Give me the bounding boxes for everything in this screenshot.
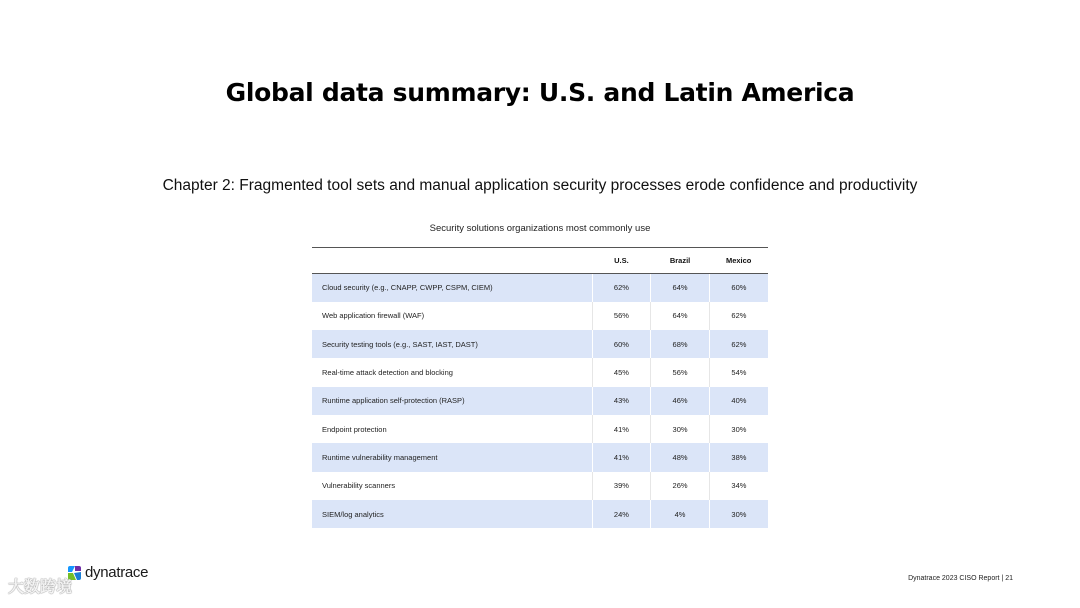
row-value-brazil: 64% [651, 302, 710, 330]
watermark: 大数跨境 [8, 577, 73, 596]
table-row [312, 387, 768, 415]
row-value-us: 45% [592, 358, 651, 386]
row-label: Web application firewall (WAF) [312, 302, 592, 330]
page-title: Global data summary: U.S. and Latin America [225, 78, 855, 107]
table-caption: Security solutions organizations most commonly use [429, 223, 651, 234]
row-label: Vulnerability scanners [312, 472, 592, 500]
row-value-mexico: 30% [709, 415, 768, 443]
table-header-blank [312, 248, 592, 274]
row-value-us: 60% [592, 330, 651, 358]
row-value-mexico: 54% [709, 358, 768, 386]
row-value-us: 41% [592, 415, 651, 443]
table-row [312, 358, 768, 386]
row-value-brazil: 56% [651, 358, 710, 386]
row-value-brazil: 30% [651, 415, 710, 443]
row-value-us: 39% [592, 472, 651, 500]
row-label: Security testing tools (e.g., SAST, IAST, DAST) [312, 330, 592, 358]
row-value-us: 56% [592, 302, 651, 330]
row-value-brazil: 48% [651, 443, 710, 471]
table-header-us: U.S. [592, 248, 651, 274]
row-value-us: 24% [592, 500, 651, 528]
row-value-us: 41% [592, 443, 651, 471]
row-value-mexico: 60% [709, 274, 768, 302]
row-value-mexico: 40% [709, 387, 768, 415]
table-header-brazil: Brazil [651, 248, 710, 274]
table-row [312, 330, 768, 358]
row-label: Runtime application self-protection (RASP) [312, 387, 592, 415]
chapter-subtitle: Chapter 2: Fragmented tool sets and manual application security processes erode confidence and productivity [162, 177, 918, 194]
row-label: Endpoint protection [312, 415, 592, 443]
security-solutions-table [312, 247, 768, 528]
row-value-brazil: 64% [651, 274, 710, 302]
row-value-mexico: 30% [709, 500, 768, 528]
dynatrace-logo [66, 564, 148, 581]
row-label: Real-time attack detection and blocking [312, 358, 592, 386]
row-value-us: 62% [592, 274, 651, 302]
logo-wordmark: dynatrace [85, 564, 149, 581]
row-value-brazil: 4% [651, 500, 710, 528]
row-value-mexico: 34% [709, 472, 768, 500]
table-row [312, 472, 768, 500]
row-value-brazil: 68% [651, 330, 710, 358]
report-page-label: Dynatrace 2023 CISO Report | 21 [908, 575, 1013, 582]
row-value-mexico: 38% [709, 443, 768, 471]
row-label: SIEM/log analytics [312, 500, 592, 528]
row-label: Runtime vulnerability management [312, 443, 592, 471]
row-value-brazil: 26% [651, 472, 710, 500]
row-value-mexico: 62% [709, 302, 768, 330]
row-value-brazil: 46% [651, 387, 710, 415]
table-row [312, 274, 768, 302]
table-row [312, 415, 768, 443]
table-row [312, 443, 768, 471]
table-row [312, 302, 768, 330]
table-row [312, 500, 768, 528]
row-value-mexico: 62% [709, 330, 768, 358]
table-header-row [312, 248, 768, 274]
row-value-us: 43% [592, 387, 651, 415]
table-header-mexico: Mexico [709, 248, 768, 274]
row-label: Cloud security (e.g., CNAPP, CWPP, CSPM, CIEM) [312, 274, 592, 302]
